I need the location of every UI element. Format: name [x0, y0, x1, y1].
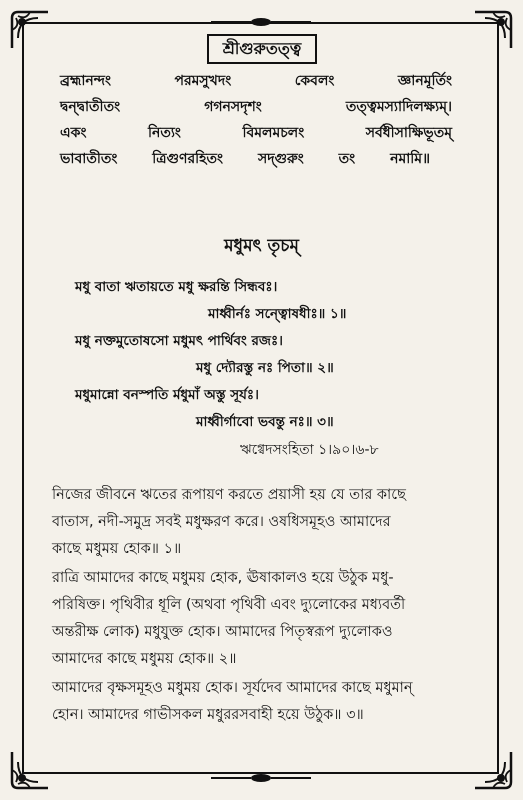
corner-ornament-icon [471, 748, 515, 792]
stotra-word: দ্বন্দ্বাতীতং [60, 99, 121, 115]
translation-line: পরিষিক্ত। পৃথিবীর ধূলি (অথবা পৃথিবী এবং দ্যুলোকের মধ্যবর্তী [52, 597, 406, 613]
page-title: শ্রীগুরুতত্ত্ব [207, 34, 317, 64]
stotra-word: কেবলং [294, 73, 335, 89]
translation-line: আমাদের বৃক্ষসমূহও মধুময় হোক। সূর্যদেব আমাদের কাছে মধুমান্ [52, 680, 413, 696]
source-citation: ঋগ্বেদসংহিতা ১।৯০।৬-৮ [240, 442, 379, 458]
mantra-line: মাধ্বীর্গাবো ভবন্তু নঃ॥ ৩॥ [196, 414, 334, 430]
translation-line: অন্তরীক্ষ লোক) মধুযুক্ত হোক। আমাদের পিতৃস্বরূপ দ্যুলোকও [52, 624, 393, 640]
translation-line: রাত্রি আমাদের কাছে মধুময় হোক, ঊষাকালও হয়ে উঠুক মধু- [52, 570, 394, 586]
stotra-word: তত্ত্বমস্যাদিলক্ষ্যম্। [345, 99, 452, 115]
mantra-line: মধুমান্নো বনস্পতি র্মধুমাঁ অস্তু সূর্যঃ। [75, 387, 259, 403]
stotra-line [60, 98, 452, 116]
stotra-word: সদ্গুরুং [257, 151, 304, 167]
stotra-word: নিত্যং [147, 125, 181, 141]
corner-ornament-icon [471, 8, 515, 52]
stotra-word: ভাবাতীতং [60, 151, 118, 167]
stotra-line [60, 124, 452, 142]
stotra-word: তং [338, 151, 356, 167]
translation-line: হোন। আমাদের গাভীসকল মধুররসবাহী হয়ে উঠুক॥ ৩॥ [52, 707, 364, 723]
stotra-word: একং [60, 125, 87, 141]
section-heading: মধুমৎ তৃচম্ [224, 236, 299, 256]
mantra-line: মধু বাতা ঋতায়তে মধু ক্ষরন্তি সিন্ধবঃ। [75, 279, 278, 295]
stotra-line [60, 150, 430, 168]
mantra-line: মধু দ্যৌরস্তু নঃ পিতা॥ ২॥ [196, 360, 334, 376]
stotra-word: ব্রহ্মানন্দং [60, 73, 112, 89]
stotra-word: জ্ঞানমূর্তিং [397, 73, 452, 89]
stotra-word: ত্রিগুণরহিতং [152, 151, 224, 167]
stotra-word: সর্বধীসাক্ষিভূতম্ [365, 125, 452, 141]
corner-ornament-icon [8, 8, 52, 52]
stotra-line [60, 72, 452, 90]
mantra-line: মধু নক্তমুতোষসো মধুমৎ পার্থিবং রজঃ। [75, 333, 284, 349]
translation-line: বাতাস, নদী-সমুদ্র সবই মধুক্ষরণ করে। ওষধিসমূহও আমাদের [52, 514, 391, 530]
bottom-ornament-icon [211, 772, 311, 784]
stotra-word: পরমসুখদং [174, 73, 232, 89]
corner-ornament-icon [8, 748, 52, 792]
stotra-word: বিমলমচলং [242, 125, 305, 141]
translation-line: নিজের জীবনে ঋতের রূপায়ণ করতে প্রয়াসী হয় যে তার কাছে [52, 487, 406, 503]
mantra-line: মাধ্বীর্নঃ সন্ত্বোষধীঃ॥ ১॥ [208, 306, 347, 322]
top-ornament-icon [211, 16, 311, 28]
stotra-word: নমামি॥ [390, 151, 430, 167]
stotra-word: গগনসদৃশং [204, 99, 262, 115]
translation-line: কাছে মধুময় হোক॥ ১॥ [52, 541, 182, 557]
translation-line: আমাদের কাছে মধুময় হোক॥ ২॥ [52, 651, 237, 667]
